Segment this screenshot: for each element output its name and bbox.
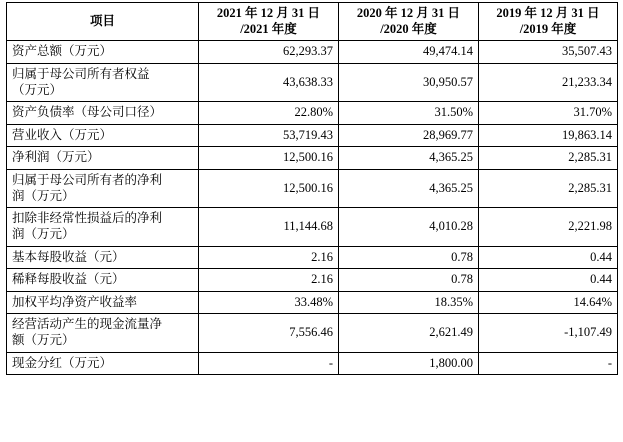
table-row: [7, 291, 618, 314]
row-label: 基本每股收益（元）: [7, 246, 199, 269]
row-value: -: [199, 352, 339, 375]
column-header-2020-line2: /2020 年度: [380, 21, 437, 36]
row-value: 31.70%: [479, 102, 618, 125]
table-row: [7, 208, 618, 246]
row-label: 资产总额（万元）: [7, 41, 199, 64]
row-value: 4,365.25: [339, 170, 479, 208]
row-value: -1,107.49: [479, 314, 618, 352]
financial-summary-table: [6, 2, 618, 375]
row-label: 加权平均净资产收益率: [7, 291, 199, 314]
table-row: [7, 170, 618, 208]
row-label: 经营活动产生的现金流量净 额（万元）: [7, 314, 199, 352]
column-header-item: [7, 3, 199, 41]
row-label: 资产负债率（母公司口径）: [7, 102, 199, 125]
column-header-2019-line2: /2019 年度: [519, 21, 577, 36]
row-value: 22.80%: [199, 102, 339, 125]
row-label: 归属于母公司所有者权益 （万元）: [7, 63, 199, 101]
row-value: 43,638.33: [199, 63, 339, 101]
row-value: 12,500.16: [199, 170, 339, 208]
row-value: 31.50%: [339, 102, 479, 125]
table-row: [7, 147, 618, 170]
row-value: 62,293.37: [199, 41, 339, 64]
column-header-2021-line1: 2021 年 12 月 31 日: [216, 6, 321, 20]
row-value: 4,365.25: [339, 147, 479, 170]
row-value: 21,233.34: [479, 63, 618, 101]
row-value: 0.78: [339, 246, 479, 269]
column-header-2019: [479, 3, 618, 41]
table-row: [7, 102, 618, 125]
column-header-2020-line1: 2020 年 12 月 31 日: [356, 6, 461, 20]
row-value: 19,863.14: [479, 124, 618, 147]
column-header-2020: [339, 3, 479, 41]
row-value: 18.35%: [339, 291, 479, 314]
row-label: 净利润（万元）: [7, 147, 199, 170]
table-header-row: [7, 3, 618, 41]
row-value: 2,621.49: [339, 314, 479, 352]
row-value: 28,969.77: [339, 124, 479, 147]
column-header-2021: [199, 3, 339, 41]
table-row: [7, 63, 618, 101]
row-value: 35,507.43: [479, 41, 618, 64]
table-row: [7, 314, 618, 352]
row-value: -: [479, 352, 618, 375]
column-header-item-line1: 项目: [89, 13, 115, 28]
row-label: 扣除非经常性损益后的净利 润（万元）: [7, 208, 199, 246]
row-value: 33.48%: [199, 291, 339, 314]
row-value: 14.64%: [479, 291, 618, 314]
table-row: [7, 352, 618, 375]
row-value: 0.44: [479, 269, 618, 292]
table-row: [7, 124, 618, 147]
row-value: 2,285.31: [479, 170, 618, 208]
table-row: [7, 269, 618, 292]
row-value: 30,950.57: [339, 63, 479, 101]
row-value: 7,556.46: [199, 314, 339, 352]
row-label: 现金分红（万元）: [7, 352, 199, 375]
row-value: 0.44: [479, 246, 618, 269]
row-value: 2,221.98: [479, 208, 618, 246]
row-value: 53,719.43: [199, 124, 339, 147]
row-value: 11,144.68: [199, 208, 339, 246]
table-body: [7, 41, 618, 375]
column-header-2019-line1: 2019 年 12 月 31 日: [496, 6, 600, 20]
row-value: 2,285.31: [479, 147, 618, 170]
row-value: 2.16: [199, 246, 339, 269]
row-value: 49,474.14: [339, 41, 479, 64]
row-label: 稀释每股收益（元）: [7, 269, 199, 292]
row-value: 4,010.28: [339, 208, 479, 246]
table-header: [7, 3, 618, 41]
row-value: 2.16: [199, 269, 339, 292]
row-value: 0.78: [339, 269, 479, 292]
row-value: 12,500.16: [199, 147, 339, 170]
column-header-2021-line2: /2021 年度: [240, 21, 297, 36]
row-label: 归属于母公司所有者的净利 润（万元）: [7, 170, 199, 208]
row-label: 营业收入（万元）: [7, 124, 199, 147]
table-row: [7, 41, 618, 64]
table-row: [7, 246, 618, 269]
row-value: 1,800.00: [339, 352, 479, 375]
